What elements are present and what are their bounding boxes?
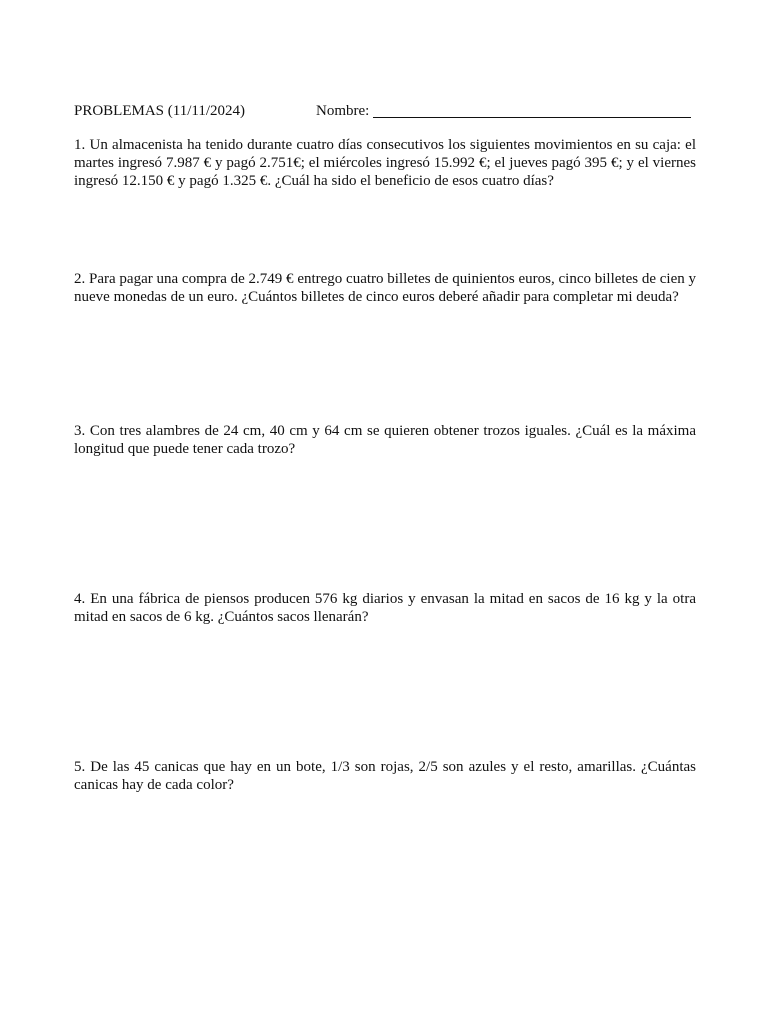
problem-text: Con tres alambres de 24 cm, 40 cm y 64 cm se quieren obtener trozos iguales. ¿Cuál es la máxima longitud que puede tener cada trozo?: [74, 423, 696, 457]
problem-text: Para pagar una compra de 2.749 € entrego cuatro billetes de quinientos euros, cinco billetes de cien y nueve monedas de un euro. ¿Cuántos billetes de cinco euros deberé añadir para completar mi deuda?: [74, 271, 696, 305]
problem-1: [74, 136, 696, 190]
problem-number: 1.: [74, 137, 86, 153]
problem-number: 2.: [74, 271, 86, 287]
worksheet-title: PROBLEMAS (11/11/2024): [74, 103, 245, 119]
problem-text: En una fábrica de piensos producen 576 kg diarios y envasan la mitad en sacos de 16 kg y la otra mitad en sacos de 6 kg. ¿Cuántos sacos llenarán?: [74, 591, 696, 625]
problem-3: [74, 422, 696, 458]
problem-number: 3.: [74, 423, 86, 439]
worksheet-header: [74, 101, 694, 121]
problem-number: 4.: [74, 591, 86, 607]
name-label: Nombre:: [316, 103, 370, 119]
name-blank-line: [373, 117, 691, 118]
problem-text: Un almacenista ha tenido durante cuatro días consecutivos los siguientes movimientos en su caja: el martes ingresó 7.987 € y pagó 2.751€; el miércoles ingresó 15.992 €; el jueves pagó 395 €; y el viernes ingresó 12.150 € y pagó 1.325 €. ¿Cuál ha sido el beneficio de esos cuatro días?: [74, 137, 697, 189]
problem-2: [74, 270, 696, 306]
problem-5: [74, 758, 696, 794]
problem-number: 5.: [74, 759, 86, 775]
problem-text: De las 45 canicas que hay en un bote, 1/3 son rojas, 2/5 son azules y el resto, amarillas. ¿Cuántas canicas hay de cada color?: [74, 759, 696, 793]
problem-4: [74, 590, 696, 626]
